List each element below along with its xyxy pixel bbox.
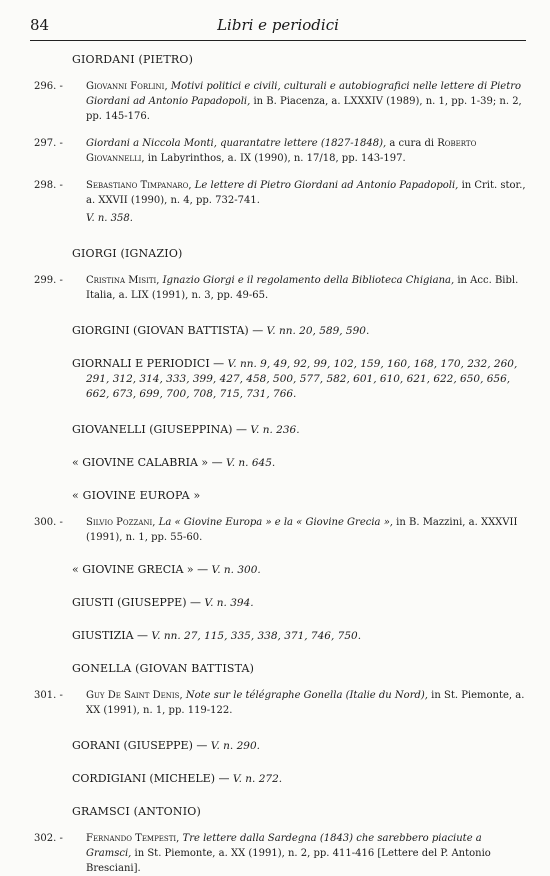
crossref-numbers: V. nn. 20, 589, 590.	[266, 325, 370, 337]
entry-number: 296. -	[34, 81, 63, 92]
crossref-subject: GIUSTI (GIUSEPPE) —	[72, 596, 201, 609]
entry-source: in Labyrinthos, a. IX (1990), n. 17/18, pp. 143-197.	[147, 153, 406, 164]
entry-source: in Acc. Bibl. Italia, a. LIX (1991), n. 3, pp. 49-65.	[86, 275, 519, 301]
subject-heading: « GIOVINE EUROPA »	[72, 489, 201, 502]
bibliography-entry	[34, 831, 528, 876]
entry-number: 297. -	[34, 138, 63, 149]
cross-reference	[72, 455, 528, 471]
cross-reference	[72, 323, 528, 339]
crossref-numbers: V. n. 394.	[204, 597, 254, 609]
cross-reference	[72, 422, 528, 438]
crossref-subject: GIORNALI E PERIODICI —	[72, 357, 225, 370]
running-title: Libri e periodici	[217, 16, 339, 34]
entry-author: Fernando Tempesti,	[86, 833, 180, 844]
crossref-subject: GIOVANELLI (GIUSEPPINA) —	[72, 423, 247, 436]
entry-number: 301. -	[34, 690, 63, 701]
entry-author: Guy De Saint Denis,	[86, 690, 183, 701]
entry-number: 300. -	[34, 517, 63, 528]
entry-title: Tre lettere dalla Sardegna (1843) che sarebbero piaciute a Gramsci,	[86, 833, 482, 859]
crossref-subject: « GIOVINE GRECIA » —	[72, 563, 209, 576]
page-number: 84	[30, 16, 50, 34]
entry-source: in St. Piemonte, a. XX (1991), n. 1, pp. 119-122.	[86, 690, 525, 716]
entry-author: Roberto Giovannelli,	[86, 138, 477, 164]
cross-reference	[72, 595, 528, 611]
see-also-note: V. n. 358.	[86, 213, 133, 224]
entry-title: Le lettere di Pietro Giordani ad Antonio Papadopoli,	[194, 180, 459, 191]
crossref-numbers: V. n. 290.	[210, 740, 260, 752]
bibliography-entry	[34, 79, 528, 124]
cross-reference	[72, 562, 528, 578]
bibliography-entry	[34, 136, 528, 166]
cross-reference	[72, 771, 528, 787]
entry-source: in B. Mazzini, a. XXXVII (1991), n. 1, pp. 55-60.	[86, 517, 518, 543]
cross-reference	[72, 356, 528, 402]
entry-source: in B. Piacenza, a. LXXXIV (1989), n. 1, pp. 1-39; n. 2, pp. 145-176.	[86, 96, 522, 122]
crossref-numbers: V. n. 300.	[211, 564, 261, 576]
crossref-subject: CORDIGIANI (MICHELE) —	[72, 772, 230, 785]
entry-source: in St. Piemonte, a. XX (1991), n. 2, pp. 411-416 [Lettere del P. Antonio Bresciani].	[86, 848, 491, 874]
crossref-numbers: V. n. 645.	[225, 457, 276, 469]
entry-source: in Crit. stor., a. XXVII (1990), n. 4, pp. 732-741.	[86, 180, 526, 206]
entry-number: 302. -	[34, 833, 63, 844]
entry-author: Giovanni Forlini,	[86, 81, 168, 92]
crossref-subject: GIORGINI (GIOVAN BATTISTA) —	[72, 324, 264, 337]
crossref-subject: GIUSTIZIA —	[72, 629, 149, 642]
entry-number: 299. -	[34, 275, 63, 286]
crossref-numbers: V. n. 272.	[232, 773, 283, 785]
entry-author: Sebastiano Timpanaro,	[86, 180, 192, 191]
entry-title: Note sur le télégraphe Gonella (Italie du Nord),	[185, 690, 428, 701]
crossref-subject: GORANI (GIUSEPPE) —	[72, 739, 208, 752]
entry-title: Giordani a Niccola Monti, quarantatre lettere (1827-1848),	[86, 138, 387, 149]
crossref-numbers: V. nn. 9, 49, 92, 99, 102, 159, 160, 168, 170, 232, 260, 291, 312, 314, 333, 399, 427, 458, 500, 577, 582, 601, 610, 621, 622, 650, 656, 662, 673, 699, 700, 708, 715, 731, 766.	[86, 358, 518, 400]
cross-reference	[72, 628, 528, 644]
subject-heading: GRAMSCI (ANTONIO)	[72, 805, 201, 818]
crossref-numbers: V. nn. 27, 115, 335, 338, 371, 746, 750.	[151, 630, 362, 642]
entry-author: Cristina Misiti,	[86, 275, 160, 286]
entry-author: Silvio Pozzani,	[86, 517, 156, 528]
bibliography-entry	[34, 273, 528, 303]
entry-number: 298. -	[34, 180, 63, 191]
entry-title: Motivi politici e civili, culturali e autobiografici nelle lettere di Pietro Giordani ad Antonio Papadopoli,	[86, 81, 522, 107]
bibliography-content	[0, 52, 550, 876]
cross-reference	[72, 738, 528, 754]
entry-editor-label: a cura di	[389, 138, 435, 149]
running-header	[30, 14, 526, 41]
crossref-subject: « GIOVINE CALABRIA » —	[72, 456, 223, 469]
bibliography-entry	[34, 178, 528, 208]
crossref-numbers: V. n. 236.	[250, 424, 300, 436]
subject-heading: GIORDANI (PIETRO)	[72, 53, 194, 66]
bibliography-entry	[34, 515, 528, 545]
subject-heading: GIORGI (IGNAZIO)	[72, 247, 183, 260]
subject-heading: GONELLA (GIOVAN BATTISTA)	[72, 662, 255, 675]
entry-title: La « Giovine Europa » e la « Giovine Grecia »,	[158, 517, 393, 528]
entry-title: Ignazio Giorgi e il regolamento della Biblioteca Chigiana,	[162, 275, 455, 286]
bibliography-entry	[34, 688, 528, 718]
